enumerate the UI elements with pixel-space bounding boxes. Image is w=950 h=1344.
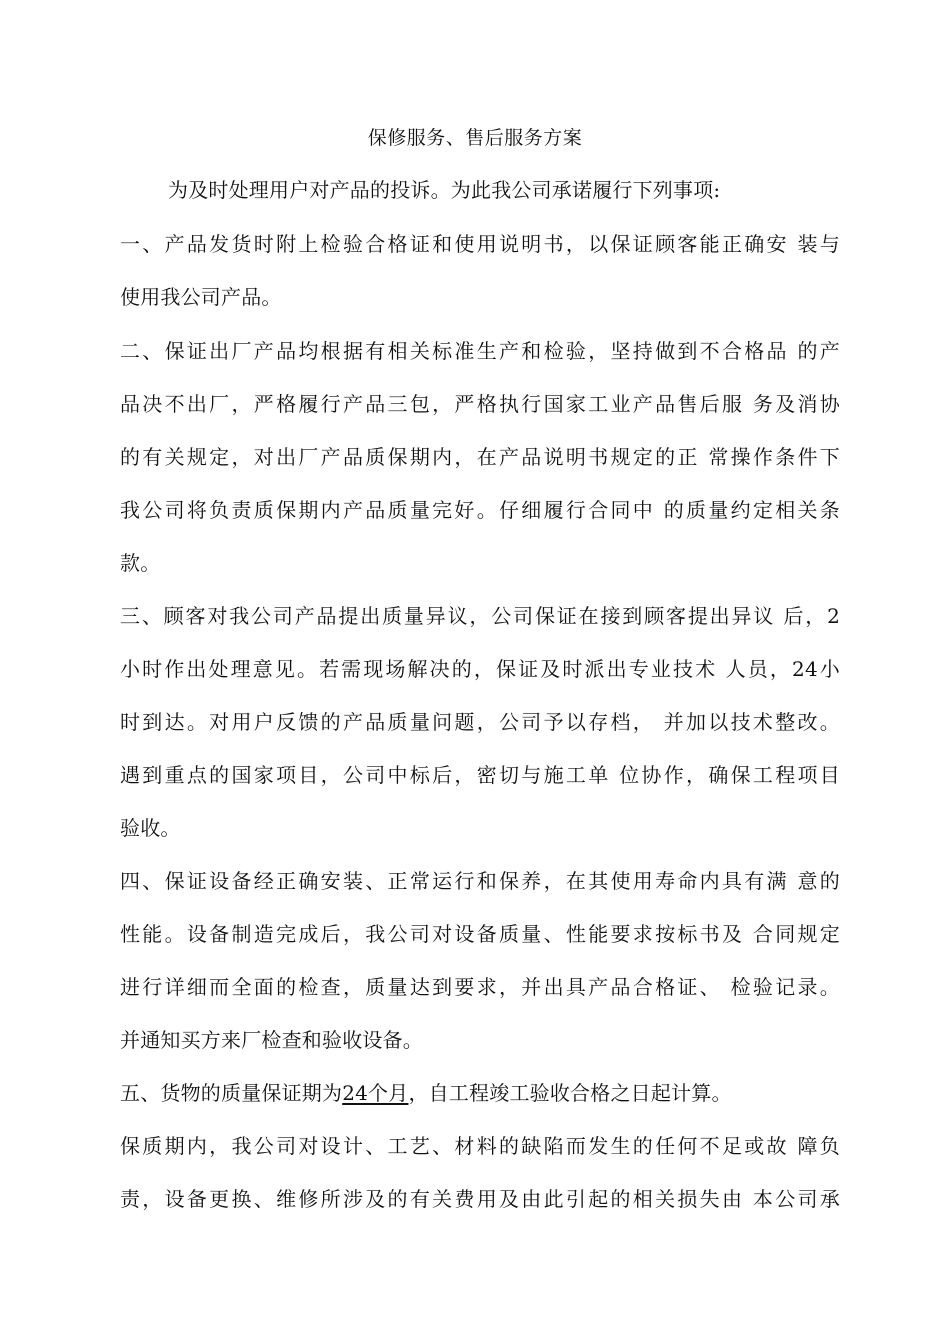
intro-paragraph: 为及时处理用户对产品的投诉。为此我公司承诺履行下列事项: bbox=[168, 178, 721, 202]
warranty-prefix: 五、货物的质量保证期为 bbox=[120, 1081, 343, 1105]
body-line: 保质期内，我公司对设计、工艺、材料的缺陷而发生的任何不足或故 障负 bbox=[120, 1134, 840, 1158]
warranty-line bbox=[120, 1078, 840, 1108]
body-line: 三、顾客对我公司产品提出质量异议，公司保证在接到顾客提出异议 后，2 bbox=[120, 604, 840, 628]
body-line: 验收。 bbox=[120, 816, 181, 840]
body-line: 二、保证出厂产品均根据有相关标准生产和检验，坚持做到不合格品 的产 bbox=[120, 339, 840, 363]
body-line: 一、产品发货时附上检验合格证和使用说明书，以保证顾客能正确安 装与 bbox=[120, 232, 840, 256]
warranty-period: 24个月 bbox=[342, 1081, 409, 1105]
body-line: 时到达。对用户反馈的产品质量问题，公司予以存档， 并加以技术整改。 bbox=[120, 710, 840, 734]
body-line: 性能。设备制造完成后，我公司对设备质量、性能要求按标书及 合同规定 bbox=[120, 922, 840, 946]
document-title: 保修服务、售后服务方案 bbox=[367, 127, 583, 149]
body-line: 小时作出处理意见。若需现场解决的，保证及时派出专业技术 人员，24小 bbox=[120, 657, 840, 681]
body-line: 我公司将负责质保期内产品质量完好。仔细履行合同中 的质量约定相关条 bbox=[120, 498, 840, 522]
body-line: 四、保证设备经正确安装、正常运行和保养，在其使用寿命内具有满 意的 bbox=[120, 869, 840, 893]
body-line: 品决不出厂，严格履行产品三包，严格执行国家工业产品售后服 务及消协 bbox=[120, 392, 840, 416]
body-line: 的有关规定，对出厂产品质保期内，在产品说明书规定的正 常操作条件下 bbox=[120, 445, 840, 469]
body-line: 进行详细而全面的检查，质量达到要求，并出具产品合格证、 检验记录。 bbox=[120, 975, 840, 999]
body-line: 遇到重点的国家项目，公司中标后，密切与施工单 位协作，确保工程项目 bbox=[120, 763, 840, 787]
warranty-suffix: ，自工程竣工验收合格之日起计算。 bbox=[408, 1081, 732, 1105]
body-line: 款。 bbox=[120, 551, 161, 575]
body-line: 使用我公司产品。 bbox=[120, 285, 282, 309]
body-line: 并通知买方来厂检查和验收设备。 bbox=[120, 1028, 423, 1052]
body-line: 责，设备更换、维修所涉及的有关费用及由此引起的相关损失由 本公司承 bbox=[120, 1187, 840, 1211]
